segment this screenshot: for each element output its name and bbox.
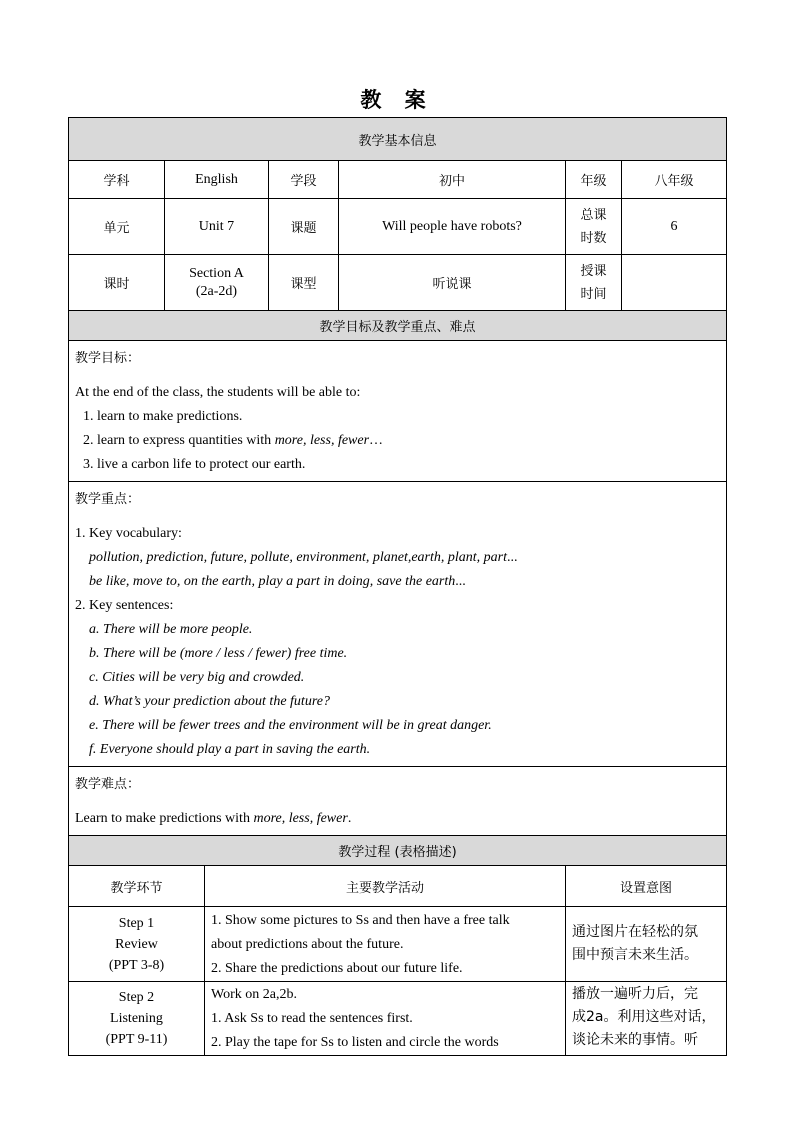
objectives-intro: At the end of the class, the students will be able to: [75,385,361,400]
step1-activity-line3: 2. Share the predictions about our future life. [211,961,463,976]
subject-value: English [165,161,269,199]
unit-label: 单元 [69,199,165,255]
key-vocab-label: 1. Key vocabulary: [75,526,182,541]
key-points-cell [69,482,727,767]
step2-purpose-line2: 成2a。利用这些对话， [572,1009,716,1025]
difficulties-cell [69,767,727,836]
difficulties-text: Learn to make predictions with more, less, fewer. [75,811,352,826]
step2-name: Listening [110,1011,163,1026]
step2-purpose [566,982,727,1056]
step2-ppt: (PPT 9-11) [105,1032,168,1047]
total-hours-label [566,199,622,255]
step2-activity-line3: 2. Play the tape for Ss to listen and circle the words [211,1035,499,1050]
objectives-label: 教学目标： [75,351,141,366]
step2-activities [205,982,566,1056]
step2-stage [69,982,205,1056]
step1-activity-line1: 1. Show some pictures to Ss and then have a free talk [211,913,510,928]
teaching-time-value [622,255,727,311]
step1-activity-line2: about predictions about the future. [211,937,404,952]
topic-label: 课题 [269,199,339,255]
step1-number: Step 1 [118,915,155,931]
key-sentence-a: a. There will be more people. [89,622,253,637]
step1-purpose-line1: 通过图片在轻松的氛 [572,924,698,940]
difficulties-label: 教学难点： [75,777,141,792]
process-header: 教学过程 (表格描述) [69,836,727,866]
step1-purpose-line2: 围中预言未来生活。 [572,947,698,963]
basic-info-header: 教学基本信息 [69,118,727,161]
unit-value: Unit 7 [165,199,269,255]
teaching-time-label-line1: 授课 [580,263,607,279]
teaching-time-label [566,255,622,311]
period-value [165,255,269,311]
key-sentence-d: d. What’s your prediction about the future? [89,694,330,709]
key-sentence-b: b. There will be (more / less / fewer) free time. [89,646,348,661]
type-value: 听说课 [339,255,566,311]
step1-name: Review [115,936,158,952]
subject-label: 学科 [69,161,165,199]
total-hours-value: 6 [622,199,727,255]
key-sentences-label: 2. Key sentences: [75,598,174,613]
key-sentence-f: f. Everyone should play a part in saving the earth. [89,742,371,757]
col-header-purpose: 设置意图 [566,866,727,907]
key-sentence-c: c. Cities will be very big and crowded. [89,670,305,685]
key-sentence-e: e. There will be fewer trees and the environment will be in great danger. [89,718,492,733]
stage-label: 学段 [269,161,339,199]
lesson-plan-table [68,117,727,1056]
step2-purpose-line1: 播放一遍听力后，完 [572,986,698,1002]
col-header-activities: 主要教学活动 [205,866,566,907]
doc-title: 教 案 [360,87,434,112]
step1-purpose [566,907,727,982]
grade-label: 年级 [566,161,622,199]
period-value-line1: Section A [189,265,244,281]
topic-value: Will people have robots? [339,199,566,255]
objective-item-1: 1. learn to make predictions. [83,409,243,424]
step2-purpose-line3: 谈论未来的事情。听 [572,1032,698,1048]
total-hours-label-line2: 时数 [580,230,607,246]
col-header-stage: 教学环节 [69,866,205,907]
step1-activities [205,907,566,982]
key-vocab-line2: be like, move to, on the earth, play a part in doing, save the earth... [89,574,466,589]
type-label: 课型 [269,255,339,311]
step2-activity-line2: 1. Ask Ss to read the sentences first. [211,1011,413,1026]
step1-stage [69,907,205,982]
goals-header: 教学目标及教学重点、难点 [69,311,727,341]
stage-value: 初中 [339,161,566,199]
total-hours-label-line1: 总课 [580,207,607,223]
period-value-line2: (2a-2d) [195,283,238,299]
step2-activity-line1: Work on 2a,2b. [211,987,297,1002]
key-points-label: 教学重点： [75,492,141,507]
objectives-cell [69,341,727,482]
step2-number: Step 2 [118,990,155,1005]
objective-item-2: 2. learn to express quantities with more, less, fewer… [83,433,384,448]
teaching-time-label-line2: 时间 [580,286,607,302]
grade-value: 八年级 [622,161,727,199]
period-label: 课时 [69,255,165,311]
key-vocab-line1: pollution, prediction, future, pollute, environment, planet,earth, plant, part... [89,550,518,565]
objective-item-3: 3. live a carbon life to protect our earth. [83,457,306,472]
step1-ppt: (PPT 3-8) [108,957,165,973]
